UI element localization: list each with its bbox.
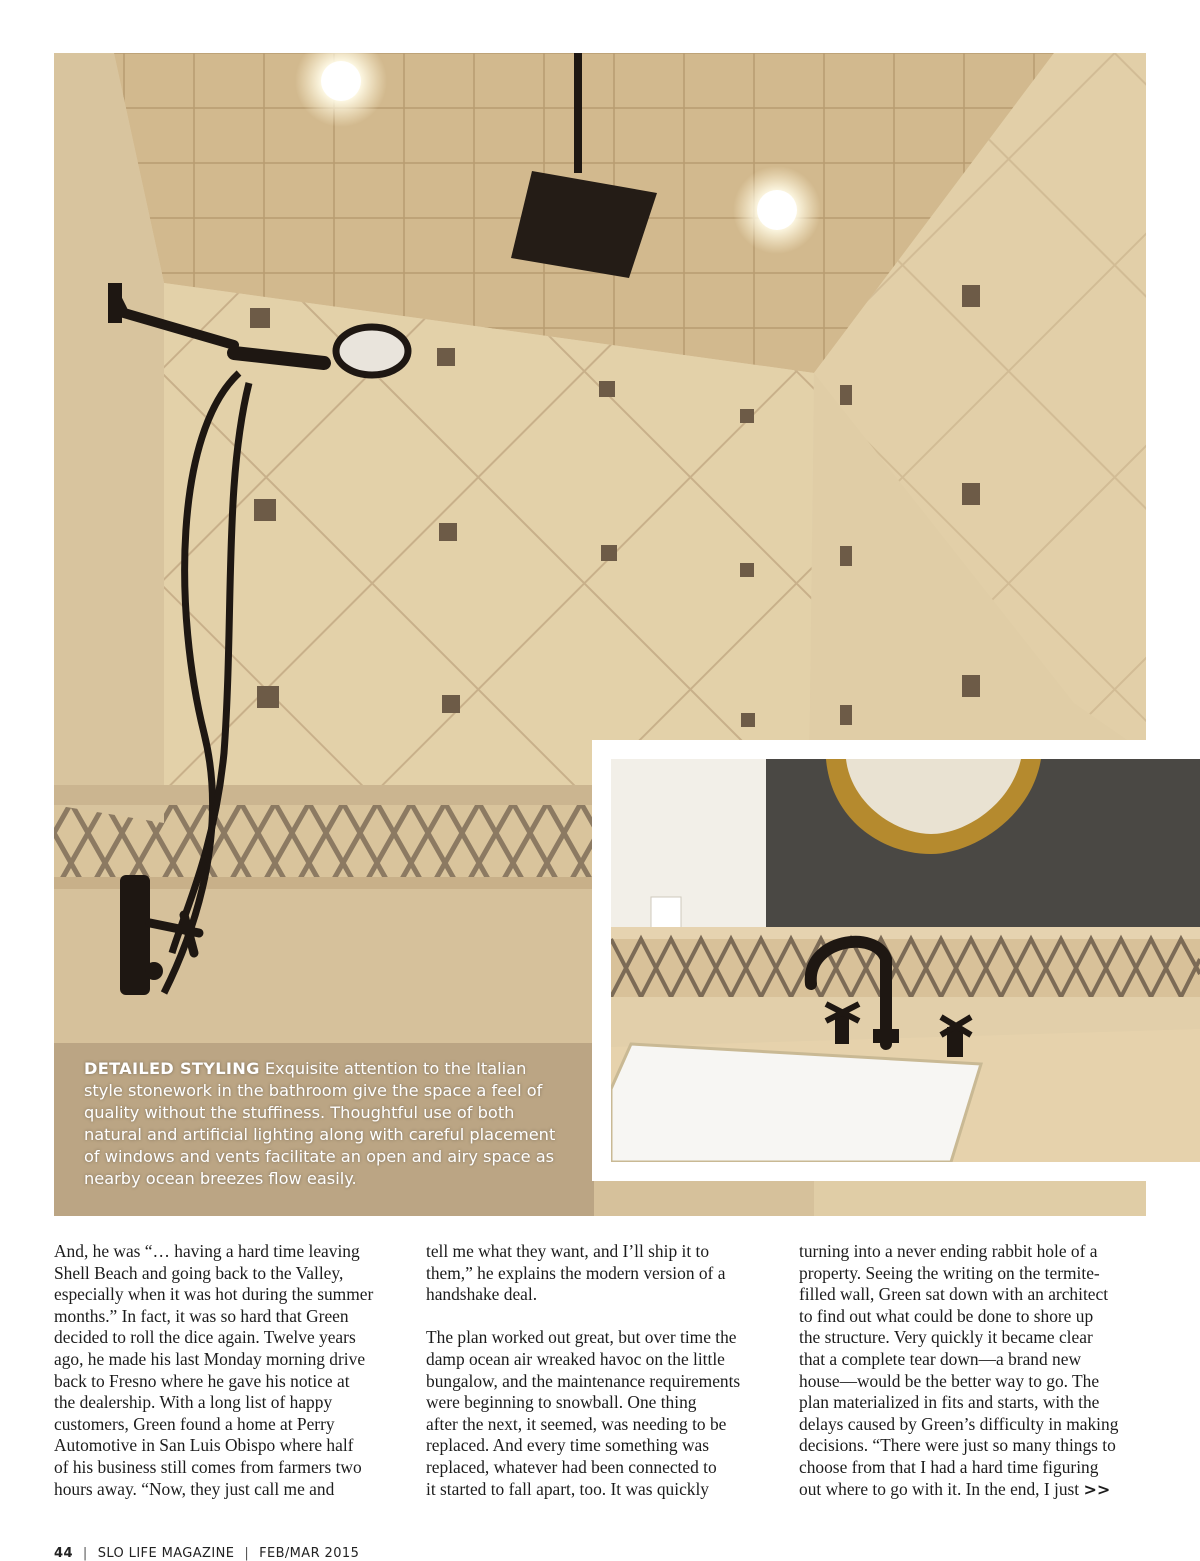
- paragraph-text: turning into a never ending rabbit hole of a property. Seeing the writing on the termite- filled wall, Green sat down with an architect to find out what could be done to shore up the structure. Very quickly it became clear that a complete tear down—a brand new house—would be the better way to go. The plan materialized in fits and starts, with the delays caused by Green’s difficulty in making decisions. “There were just so many things to choose from that I had a hard time figuring out where to go with it. In the end, I just: [799, 1241, 1119, 1499]
- paragraph: The plan worked out great, but over time the damp ocean air wreaked havoc on the little bungalow, and the maintenance requirements were beginning to snowball. One thing after the next, it seemed, was needing to be replaced. And every time something was replaced, whatever had been connected to it started to fall apart, too. It was quickly: [426, 1327, 741, 1499]
- photo-caption: [84, 1058, 564, 1190]
- magazine-name: SLO LIFE MAGAZINE: [97, 1546, 235, 1561]
- issue-date: FEB/MAR 2015: [259, 1546, 360, 1561]
- vanity-sink-illustration: [611, 759, 1200, 1162]
- article-column-2: [426, 1241, 786, 1500]
- paragraph: [799, 1241, 1159, 1500]
- page-footer: [54, 1546, 359, 1561]
- continued-marker: >>: [1083, 1479, 1111, 1499]
- article-column-1: [54, 1241, 414, 1500]
- article-column-3: [799, 1241, 1159, 1500]
- page-number: 44: [54, 1546, 73, 1561]
- paragraph: And, he was “… having a hard time leaving Shell Beach and going back to the Valley, especially when it was hot during the summer months.” In fact, it was so hard that Green decided to roll the dice again. Twelve years ago, he made his last Monday morning drive back to Fresno where he gave his notice at the dealership. With a long list of happy customers, Green found a home at Perry Automotive in San Luis Obispo where half of his business still comes from farmers two hours away. “Now, they just call me and: [54, 1241, 374, 1499]
- footer-separator: |: [244, 1546, 250, 1561]
- caption-text: Exquisite attention to the Italian style stonework in the bathroom give the space a feel of quality without the stuffiness. Thoughtful use of both natural and artificial lighting along with careful placement of windows and vents facilitate an open and airy space as nearby ocean breezes flow easily.: [84, 1059, 556, 1188]
- paragraph: tell me what they want, and I’ll ship it to them,” he explains the modern version of a handshake deal.: [426, 1241, 726, 1305]
- caption-heading: DETAILED STYLING: [84, 1059, 260, 1078]
- vanity-sink-photo: [592, 740, 1200, 1181]
- footer-separator: |: [82, 1546, 88, 1561]
